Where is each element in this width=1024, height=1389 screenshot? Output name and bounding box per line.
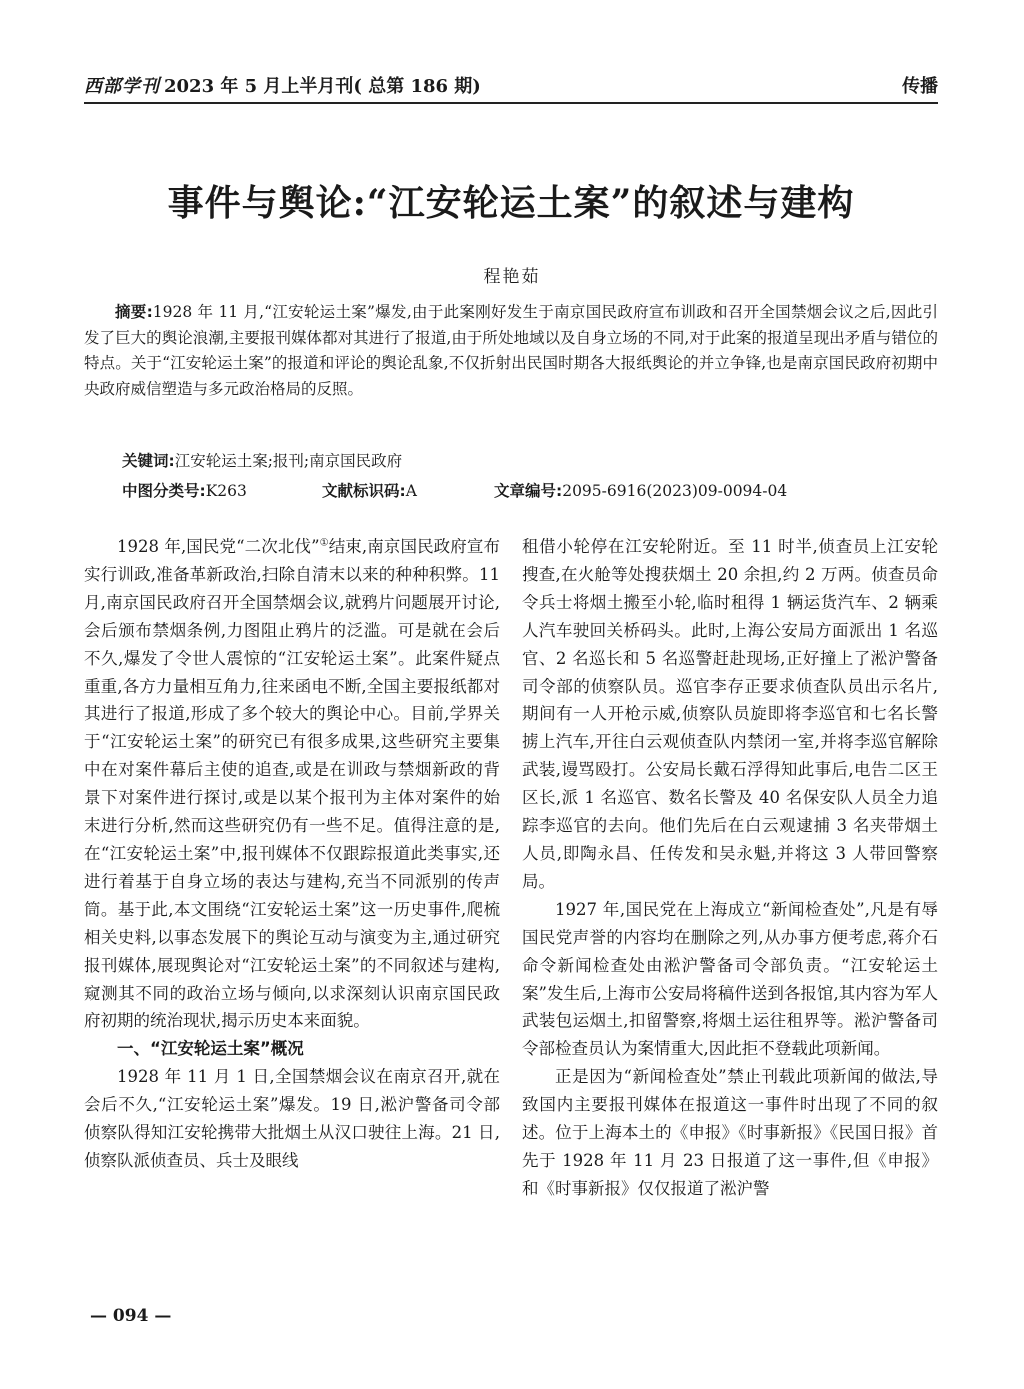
running-header: [84, 68, 938, 100]
clc-label: 中图分类号:: [122, 482, 206, 500]
article-no-label: 文章编号:: [494, 482, 563, 500]
article-no-value: 2095-6916(2023)09-0094-04: [562, 482, 788, 500]
keywords-text: 江安轮运土案;报刊;南京国民政府: [174, 452, 403, 470]
abstract-text: 1928 年 11 月,“江安轮运土案”爆发,由于此案刚好发生于南京国民政府宣布训政和召开全国禁烟会议之后,因此引发了巨大的舆论浪潮,主要报刊媒体都对其进行了报道,由于所处地域以及自身立场的不同,对于此案的报道呈现出矛盾与错位的特点。关于“江安轮运土案”的报道和评论的舆论乱象,不仅折射出民国时期各大报纸舆论的并立争锋,也是南京国民政府初期中央政府威信塑造与多元政治格局的反照。: [84, 303, 938, 398]
footnote-marker: ①: [319, 537, 329, 549]
article-title: 事件与舆论:“江安轮运土案”的叙述与建构: [167, 182, 855, 224]
text-run: 结束,南京国民政府宣布实行训政,准备革新政治,扫除自清末以来的种种积弊。11 月,南京国民政府召开全国禁烟会议,就鸦片问题展开讨论,会后颁布禁烟条例,力图阻止鸦片的泛滥。可是就在会后不久,爆发了令世人震惊的“江安轮运土案”。此案件疑点重重,各方力量相互角力,往来函电不断,全国主要报纸都对其进行了报道,形成了多个较大的舆论中心。目前,学界关于“江安轮运土案”的研究已有很多成果,这些研究主要集中在对案件幕后主使的追查,或是在训政与禁烟新政的背景下对案件进行探讨,或是以某个报刊为主体对案件的始末进行分析,然而这些研究仍有一些不足。值得注意的是,在“江安轮运土案”中,报刊媒体不仅跟踪报道此类事实,还进行着基于自身立场的表达与建构,充当不同派别的传声筒。基于此,本文围绕“江安轮运土案”这一历史事件,爬梳相关史料,以事态发展下的舆论互动与演变为主,通过研究报刊媒体,展现舆论对“江安轮运土案”的不同叙述与建构,窥测其不同的政治立场与倾向,以求深刻认识南京国民政府初期的统治现状,揭示历史本来面貌。: [84, 537, 501, 1031]
text-run: 1928 年,国民党“二次北伐”: [117, 537, 320, 556]
paragraph: 正是因为“新闻检查处”禁止刊载此项新闻的做法,导致国内主要报刊媒体在报道这一事件时出现了不同的叙述。位于上海本土的《申报》《时事新报》《民国日报》首先于 1928 年 11 月 23 日报道了这一事件,但《申报》和《时事新报》仅仅报道了淞沪警: [522, 1067, 938, 1198]
classification-line: [122, 479, 787, 501]
keywords: [122, 449, 402, 471]
right-column: [522, 533, 938, 1203]
left-column: [84, 533, 500, 1175]
header-rule: [84, 102, 938, 104]
abstract: [84, 300, 938, 402]
doc-code-value: A: [405, 482, 417, 500]
paragraph: 1927 年,国民党在上海成立“新闻检查处”,凡是有辱国民党声誉的内容均在删除之列,从办事方便考虑,蒋介石命令新闻检查处由淞沪警备司令部负责。“江安轮运土案”发生后,上海市公安局将稿件送到各报馆,其内容为军人武装包运烟土,扣留警察,将烟土运往租界等。淞沪警备司令部检查员认为案情重大,因此拒不登载此项新闻。: [522, 899, 938, 1059]
paragraph: 1928 年 11 月 1 日,全国禁烟会议在南京召开,就在会后不久,“江安轮运土案”爆发。19 日,淞沪警备司令部侦察队得知江安轮携带大批烟土从汉口驶往上海。21 日,侦察队派侦查员、兵士及眼线: [84, 1067, 500, 1170]
doc-code-label: 文献标识码:: [322, 482, 406, 500]
paragraph: 租借小轮停在江安轮附近。至 11 时半,侦查员上江安轮搜查,在火舱等处搜获烟土 20 余担,约 2 万两。侦查员命令兵士将烟土搬至小轮,临时租得 1 辆运货汽车、2 辆乘人汽车驶回关桥码头。此时,上海公安局方面派出 1 名巡官、2 名巡长和 5 名巡警赶赴现场,正好撞上了淞沪警备司令部的侦察队员。巡官李存正要求侦查队员出示名片,期间有一人开枪示威,侦察队员旋即将李巡官和七名长警掳上汽车,开往白云观侦查队内禁闭一室,并将李巡官解除武装,谩骂殴打。公安局长戴石浮得知此事后,电告二区王区长,派 1 名巡官、数名长警及 40 名保安队人员全力追踪李巡官的去向。他们先后在白云观逮捕 3 名夹带烟土人员,即陶永昌、任传发和吴永魁,并将这 3 人带回警察局。: [522, 537, 938, 891]
clc-value: K263: [205, 482, 247, 500]
journal-issue: [84, 72, 481, 98]
page-number: — 094 —: [90, 1306, 172, 1326]
paragraph: [84, 533, 500, 1035]
journal-logo: 西部学刊: [84, 76, 160, 97]
keywords-label: 关键词:: [122, 452, 175, 470]
abstract-label: 摘要:: [115, 303, 153, 321]
section-heading: 一、“江安轮运土案”概况: [117, 1039, 304, 1059]
issue-text: 2023 年 5 月上半月刊( 总第 186 期): [164, 76, 481, 97]
author-name: 程艳茹: [483, 267, 541, 287]
section-name: 传播: [902, 76, 938, 97]
